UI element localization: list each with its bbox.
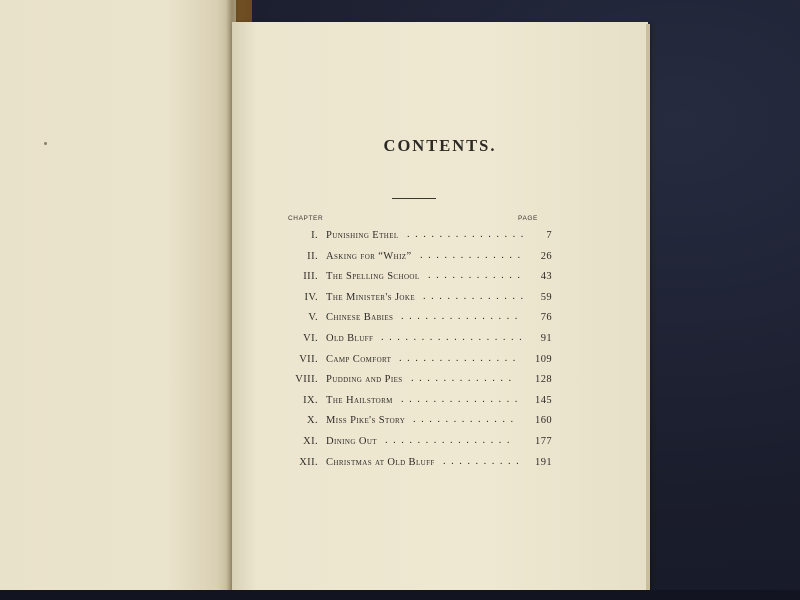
- chapter-title: Christmas at Old Bluff: [326, 456, 435, 468]
- chapter-number: VIII.: [295, 374, 318, 386]
- chapter-page-number: 91: [540, 333, 552, 344]
- leader-dots: ................: [385, 435, 515, 446]
- left-page: [0, 0, 236, 600]
- chapter-number: V.: [308, 312, 318, 324]
- chapter-number: X.: [306, 415, 318, 427]
- toc-entry: [232, 230, 648, 246]
- leader-dots: ............: [428, 270, 526, 282]
- bottom-shadow: [0, 590, 800, 600]
- leader-dots: ..................: [381, 332, 528, 343]
- leader-dots: ...............: [407, 229, 529, 240]
- leader-dots: ...............: [401, 311, 523, 323]
- contents-page: [232, 22, 648, 592]
- toc-entry: [232, 457, 648, 473]
- chapter-page-number: 26: [540, 250, 552, 262]
- paper-speck: [44, 142, 47, 145]
- toc-entry: [232, 271, 648, 287]
- page-column-heading: PAGE: [518, 215, 538, 222]
- page-edge: [646, 24, 650, 590]
- toc-entry: [232, 354, 648, 370]
- title-rule: [392, 198, 436, 199]
- chapter-page-number: 59: [540, 291, 552, 303]
- leader-dots: .............: [420, 249, 526, 261]
- chapter-title: The Minister's Joke: [326, 291, 416, 303]
- chapter-number: IX.: [303, 394, 318, 406]
- leader-dots: ..........: [443, 455, 525, 467]
- chapter-title: Chinese Babies: [326, 312, 394, 324]
- chapter-title: Punishing Ethel: [326, 230, 399, 241]
- chapter-number: XII.: [299, 456, 318, 468]
- chapter-page-number: 145: [535, 394, 552, 406]
- chapter-number: VII.: [299, 353, 318, 365]
- chapter-title: Asking for “Whiz”: [326, 250, 412, 262]
- toc-entry: [232, 333, 648, 349]
- chapter-page-number: 109: [535, 353, 552, 365]
- chapter-page-number: 76: [540, 312, 552, 324]
- chapter-number: IV.: [304, 291, 318, 303]
- chapter-page-number: 191: [535, 456, 552, 468]
- chapter-title: The Spelling School: [326, 271, 420, 283]
- chapter-page-number: 128: [535, 374, 552, 386]
- chapter-column-heading: CHAPTER: [288, 215, 324, 222]
- toc-entry: [232, 292, 648, 308]
- leader-dots: ...............: [401, 393, 523, 405]
- page-title: CONTENTS.: [383, 136, 497, 155]
- chapter-number: VI.: [303, 333, 318, 344]
- toc-entry: [232, 395, 648, 411]
- chapter-number: I.: [311, 230, 318, 241]
- chapter-page-number: 43: [540, 271, 552, 283]
- toc-entry: [232, 436, 648, 452]
- chapter-page-number: 177: [535, 436, 552, 447]
- chapter-title: The Hailstorm: [326, 394, 393, 406]
- chapter-title: Pudding and Pies: [326, 374, 403, 386]
- toc-entry: [232, 251, 648, 267]
- chapter-title: Camp Comfort: [326, 353, 392, 365]
- toc-entry: [232, 415, 648, 431]
- leader-dots: ...............: [399, 352, 521, 364]
- toc-entry: [232, 312, 648, 328]
- toc-entry: [232, 374, 648, 390]
- chapter-page-number: 7: [546, 230, 552, 241]
- leader-dots: .............: [413, 414, 519, 426]
- chapter-title: Miss Pike's Story: [326, 415, 406, 427]
- leader-dots: .............: [411, 373, 517, 385]
- chapter-number: III.: [303, 271, 318, 283]
- chapter-title: Old Bluff: [326, 333, 374, 344]
- chapter-title: Dining Out: [326, 436, 377, 447]
- chapter-number: XI.: [303, 436, 318, 447]
- chapter-number: II.: [307, 250, 318, 262]
- leader-dots: .............: [423, 290, 529, 302]
- chapter-page-number: 160: [535, 415, 552, 427]
